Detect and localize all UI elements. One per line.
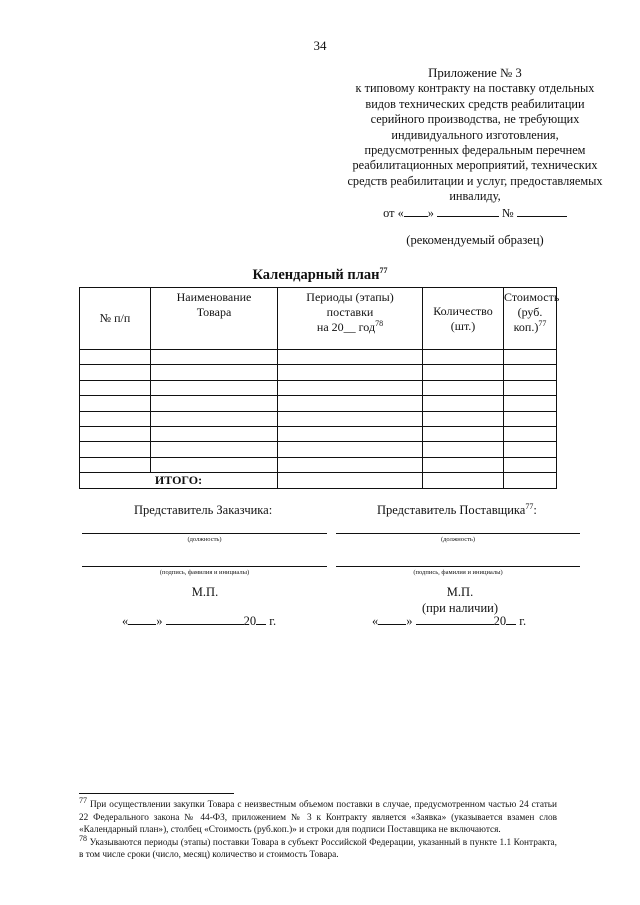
total-label: ИТОГО: [154, 473, 203, 488]
supplier-position-caption: (должность) [440, 536, 476, 543]
table-cell[interactable] [278, 380, 423, 395]
table-cell[interactable] [151, 442, 278, 457]
date-year: 20 [493, 614, 507, 628]
sample-note: (рекомендуемый образец) [406, 233, 544, 247]
footnote [79, 833, 557, 862]
table-cell[interactable] [151, 426, 278, 441]
total-cell[interactable] [423, 473, 504, 489]
header-cost-line [504, 305, 556, 335]
table-cell[interactable] [423, 442, 504, 457]
appendix-line: предусмотренных федеральным перечнем [364, 143, 586, 158]
table-cell[interactable] [80, 380, 151, 395]
footnote [79, 795, 557, 837]
document-title [0, 267, 640, 284]
table-cell[interactable] [151, 457, 278, 472]
supplier-position-line[interactable] [336, 533, 580, 534]
date-year: 20 [243, 614, 257, 628]
supplier-signature-caption: (подпись, фамилия и инициалы) [413, 569, 503, 576]
table-cell[interactable] [278, 426, 423, 441]
date-suffix: г. [269, 614, 277, 628]
appendix-line: средств реабилитации и услуг, предоставляемых [347, 173, 603, 188]
header-name-line: Наименование [176, 290, 252, 304]
header-qty-line: Количество [433, 303, 493, 318]
header-qty-line: (шт.) [450, 318, 476, 333]
appendix-line: индивидуального изготовления, [391, 127, 559, 142]
table-cell[interactable] [423, 365, 504, 380]
table-cell[interactable] [504, 426, 557, 441]
header-name-line: Товара [196, 305, 232, 319]
table-cell[interactable] [504, 365, 557, 380]
table-row [80, 442, 557, 457]
table-cell[interactable] [278, 350, 423, 365]
supplier-date [372, 613, 526, 629]
header-period-line: Периоды (этапы) [306, 290, 394, 304]
table-cell[interactable] [151, 365, 278, 380]
header-period [278, 288, 423, 350]
header-num [80, 288, 151, 350]
customer-day-blank[interactable] [128, 613, 156, 625]
total-cell[interactable] [504, 473, 557, 489]
table-cell[interactable] [504, 396, 557, 411]
supplier-seal-label: М.П. [446, 585, 474, 599]
supplier-seal [400, 584, 520, 616]
appendix-line: инвалиду, [449, 189, 501, 204]
footnote-mark: 78 [79, 833, 87, 843]
table-cell[interactable] [151, 380, 278, 395]
table-cell[interactable] [151, 350, 278, 365]
date-open-quote: « [122, 614, 129, 628]
number-sign: № [502, 205, 514, 220]
header-period-year: на 20__ год [316, 320, 376, 334]
customer-position-caption: (должность) [187, 536, 222, 543]
table-cell[interactable] [80, 365, 151, 380]
total-cell[interactable] [278, 473, 423, 489]
table-cell[interactable] [278, 442, 423, 457]
table-cell[interactable] [423, 426, 504, 441]
table-row [80, 426, 557, 441]
table-cell[interactable] [80, 426, 151, 441]
date-suffix: г. [519, 614, 527, 628]
customer-seal-label: М.П. [191, 585, 219, 599]
header-cost-unit: (руб. коп.) [513, 305, 543, 334]
day-blank [404, 205, 428, 217]
customer-rep-label: Представитель Заказчика: [134, 503, 273, 517]
table-cell[interactable] [423, 411, 504, 426]
customer-month-blank[interactable] [166, 613, 244, 625]
table-cell[interactable] [80, 411, 151, 426]
table-cell[interactable] [80, 396, 151, 411]
date-close-quote: » [156, 614, 163, 628]
footnote-text: При осуществлении закупки Товара с неизвестным объемом поставки в случае, предусмотренном частью 24 статьи 22 Федерального закона № 44-ФЗ, приложением № 3 к Контракту является «Заявка» (указывается взамен слов «Календарный план»), столбец «Стоимость (руб.коп.)» и строки для подписи Поставщика не включаются. [79, 800, 557, 835]
supplier-day-blank[interactable] [378, 613, 406, 625]
supplier-rep-colon: : [533, 503, 537, 517]
table-row [80, 350, 557, 365]
header-period-line [278, 320, 422, 335]
table-cell[interactable] [504, 457, 557, 472]
table-cell[interactable] [278, 396, 423, 411]
table-cell[interactable] [151, 396, 278, 411]
header-num-text: № п/п [99, 311, 131, 325]
appendix-line: к типовому контракту на поставку отдельных [355, 81, 595, 96]
header-qty [423, 288, 504, 350]
header-name [151, 288, 278, 350]
table-cell[interactable] [423, 380, 504, 395]
customer-position-line[interactable] [82, 533, 327, 534]
table-cell[interactable] [423, 350, 504, 365]
table-cell[interactable] [504, 411, 557, 426]
header-cost-line: Стоимость [504, 290, 560, 304]
date-prefix: от « [383, 205, 404, 220]
table-cell[interactable] [423, 457, 504, 472]
table-cell[interactable] [80, 350, 151, 365]
footnote-mark: 77 [79, 795, 87, 805]
header-cost-footnote-mark: 77 [538, 319, 547, 328]
table-cell[interactable] [278, 411, 423, 426]
table-cell[interactable] [504, 380, 557, 395]
table-total-row [80, 473, 557, 489]
table-row [80, 380, 557, 395]
table-cell[interactable] [278, 365, 423, 380]
table-row [80, 396, 557, 411]
table-header-row [80, 288, 557, 350]
customer-signature-caption: (подпись, фамилия и инициалы) [159, 569, 250, 576]
appendix-header [320, 66, 630, 221]
document-title-footnote-mark: 77 [379, 266, 388, 276]
appendix-line: серийного производства, не требующих [370, 112, 580, 127]
footnotes [79, 795, 557, 862]
header-period-line: поставки [326, 305, 374, 319]
table-cell[interactable] [278, 457, 423, 472]
table-row [80, 411, 557, 426]
calendar-plan-table [79, 287, 560, 489]
table-cell[interactable] [80, 457, 151, 472]
contract-number-blank [517, 205, 567, 217]
appendix-line: видов технических средств реабилитации [365, 96, 585, 111]
date-quote-close: » [427, 205, 434, 220]
table-row [80, 457, 557, 472]
date-close-quote: » [406, 614, 413, 628]
total-label-cell [80, 473, 278, 489]
customer-signature-line[interactable] [82, 566, 327, 567]
appendix-title: Приложение № 3 [428, 66, 522, 80]
table-cell[interactable] [80, 442, 151, 457]
header-cost [504, 288, 560, 350]
date-open-quote: « [372, 614, 379, 628]
customer-date [122, 613, 276, 629]
supplier-signature-line[interactable] [336, 566, 580, 567]
supplier-rep-label-text: Представитель Поставщика [377, 503, 526, 517]
table-row [80, 365, 557, 380]
supplier-year-blank[interactable] [506, 613, 516, 625]
supplier-seal-note: (при наличии) [421, 601, 499, 615]
table-cell[interactable] [504, 442, 557, 457]
footnote-separator [79, 793, 234, 794]
customer-year-blank[interactable] [256, 613, 266, 625]
footnote-text: Указываются периоды (этапы) поставки Товара в субъект Российской Федерации, указанный в пункте 1.1 Контракта, в том числе сроки (число, месяц) количество и стоимость Товара. [79, 837, 557, 860]
table-cell[interactable] [504, 350, 557, 365]
supplier-rep-label [377, 503, 537, 518]
table-cell[interactable] [423, 396, 504, 411]
page-number: 34 [313, 38, 327, 53]
month-year-blank [437, 205, 499, 217]
header-period-footnote-mark: 78 [375, 319, 384, 328]
appendix-line: реабилитационных мероприятий, технических [352, 158, 598, 173]
supplier-rep-footnote-mark: 77 [525, 501, 534, 511]
supplier-month-blank[interactable] [416, 613, 494, 625]
appendix-date-line [320, 205, 630, 221]
document-title-text: Календарный план [252, 267, 380, 283]
table-cell[interactable] [151, 411, 278, 426]
